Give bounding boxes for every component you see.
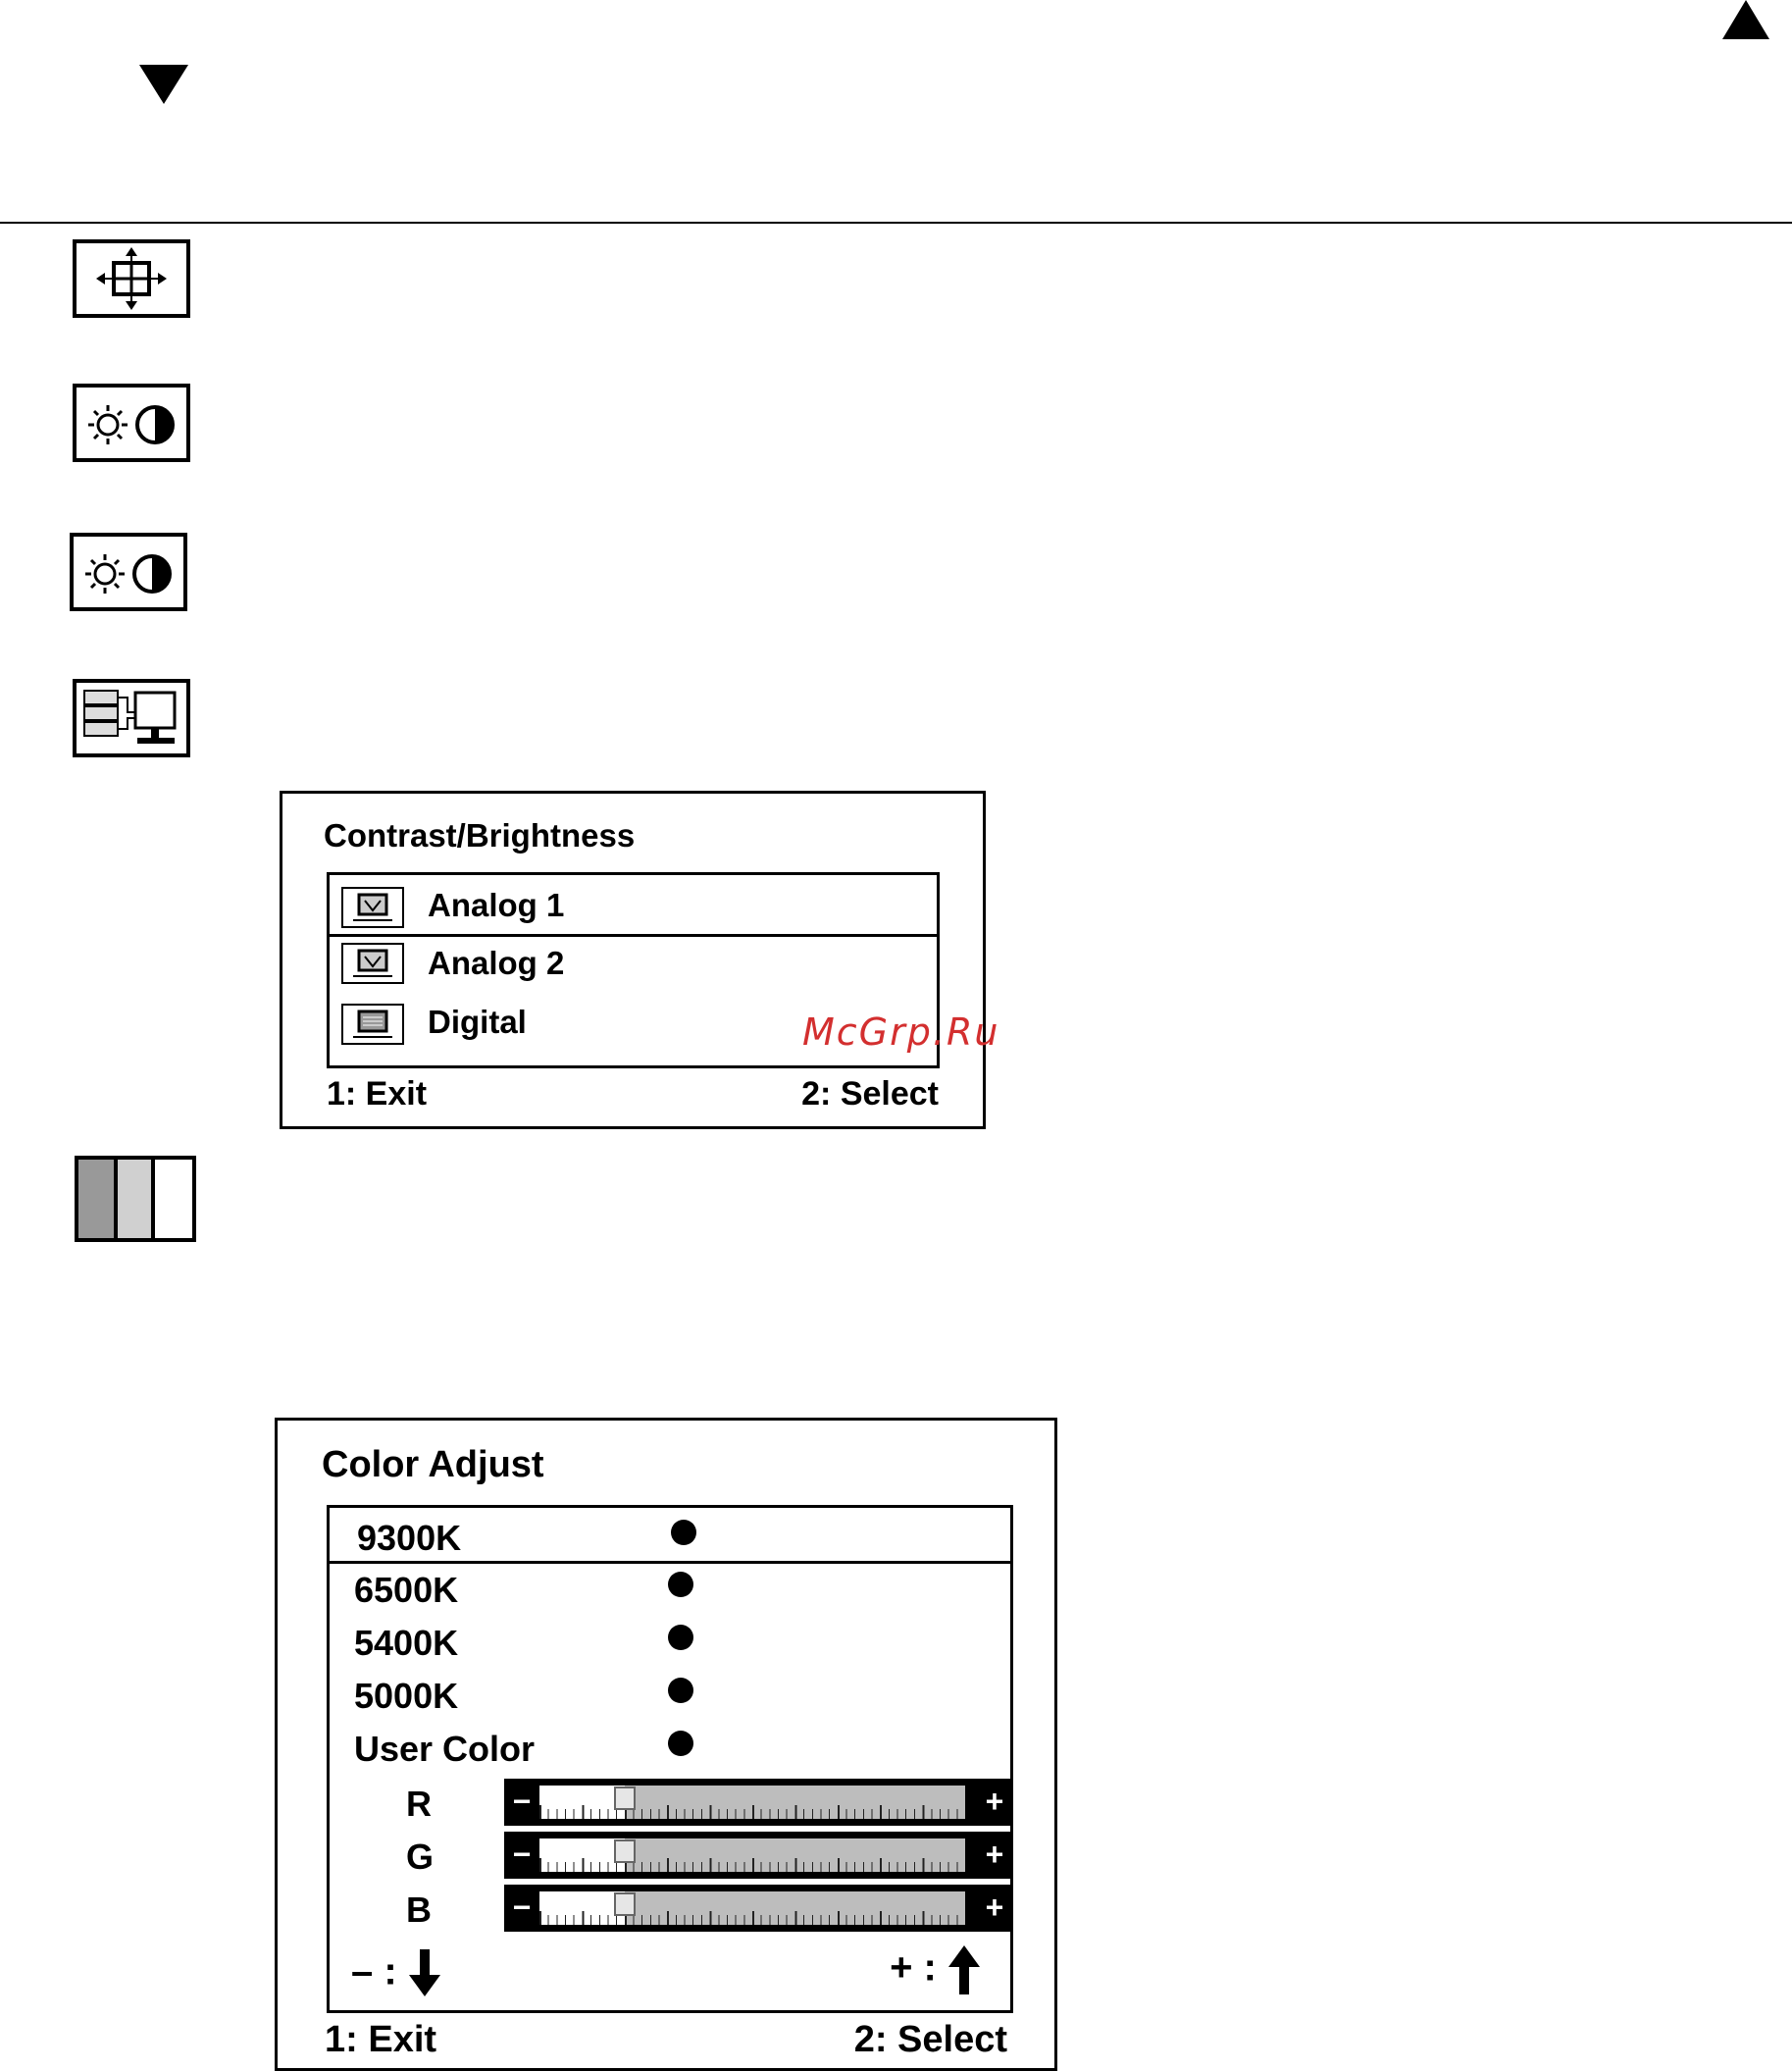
brightness-contrast-icon xyxy=(70,533,187,611)
divider xyxy=(0,222,1792,224)
increase-label: + : xyxy=(890,1945,937,1990)
monitor-analog-icon xyxy=(341,943,404,984)
slider-handle[interactable] xyxy=(614,1839,636,1863)
bullet-icon xyxy=(668,1678,693,1703)
plus-icon: + xyxy=(985,1890,1004,1925)
input-select-icon xyxy=(73,679,190,757)
select-label: 2: Select xyxy=(853,2019,1007,2060)
list-item-analog-2[interactable] xyxy=(330,937,937,996)
color-adjust-menu xyxy=(275,1418,1057,2071)
slider-row-g xyxy=(330,1832,1010,1881)
list-item-label: Analog 2 xyxy=(428,945,565,981)
list-item-analog-1[interactable] xyxy=(327,872,940,937)
slider-handle[interactable] xyxy=(614,1892,636,1916)
arrow-down-icon xyxy=(408,1949,441,1998)
triangle-down-icon xyxy=(139,65,188,104)
slider-handle[interactable] xyxy=(614,1786,636,1810)
exit-label: 1: Exit xyxy=(325,2019,437,2060)
preset-label: 5000K xyxy=(354,1676,459,1716)
monitor-analog-icon xyxy=(341,887,404,928)
position-icon xyxy=(73,239,190,318)
slider-row-b xyxy=(330,1885,1010,1934)
color-list xyxy=(327,1505,1013,2013)
watermark: McGrp.Ru xyxy=(802,1010,1000,1054)
arrow-up-icon xyxy=(947,1945,981,1994)
menu-title: Contrast/Brightness xyxy=(324,817,636,854)
decrease-label: – : xyxy=(351,1949,397,1993)
exit-label: 1: Exit xyxy=(327,1075,428,1113)
slider-g[interactable] xyxy=(504,1832,1012,1879)
slider-label: B xyxy=(406,1890,432,1930)
contrast-brightness-menu xyxy=(280,791,986,1129)
color-bars-icon xyxy=(75,1156,196,1242)
decrease-hint xyxy=(351,1949,441,1998)
brightness-contrast-icon xyxy=(73,384,190,462)
preset-user-color[interactable] xyxy=(330,1723,1010,1782)
bullet-icon xyxy=(668,1731,693,1756)
list-item-label: Analog 1 xyxy=(428,887,565,923)
select-label: 2: Select xyxy=(801,1075,939,1113)
minus-icon: − xyxy=(512,1837,532,1872)
preset-label: 9300K xyxy=(357,1518,462,1558)
minus-icon: − xyxy=(512,1890,532,1925)
increase-hint xyxy=(890,1945,981,1994)
monitor-digital-icon xyxy=(341,1004,404,1045)
bullet-icon xyxy=(668,1572,693,1597)
preset-label: 6500K xyxy=(354,1570,459,1610)
slider-r[interactable] xyxy=(504,1779,1012,1826)
slider-label: G xyxy=(406,1837,435,1877)
bullet-icon xyxy=(671,1520,696,1545)
plus-icon: + xyxy=(985,1837,1004,1872)
preset-label: 5400K xyxy=(354,1623,459,1663)
slider-label: R xyxy=(406,1784,432,1824)
preset-6500k[interactable] xyxy=(330,1564,1010,1623)
slider-row-r xyxy=(330,1779,1010,1828)
preset-label: User Color xyxy=(354,1729,536,1769)
preset-9300k[interactable] xyxy=(327,1505,1013,1564)
minus-icon: − xyxy=(512,1784,532,1819)
bullet-icon xyxy=(668,1625,693,1650)
triangle-up-icon xyxy=(1722,0,1769,39)
list-item-label: Digital xyxy=(428,1004,527,1040)
menu-title: Color Adjust xyxy=(322,1444,544,1485)
slider-b[interactable] xyxy=(504,1885,1012,1932)
preset-5400k[interactable] xyxy=(330,1617,1010,1676)
plus-icon: + xyxy=(985,1784,1004,1819)
preset-5000k[interactable] xyxy=(330,1670,1010,1729)
